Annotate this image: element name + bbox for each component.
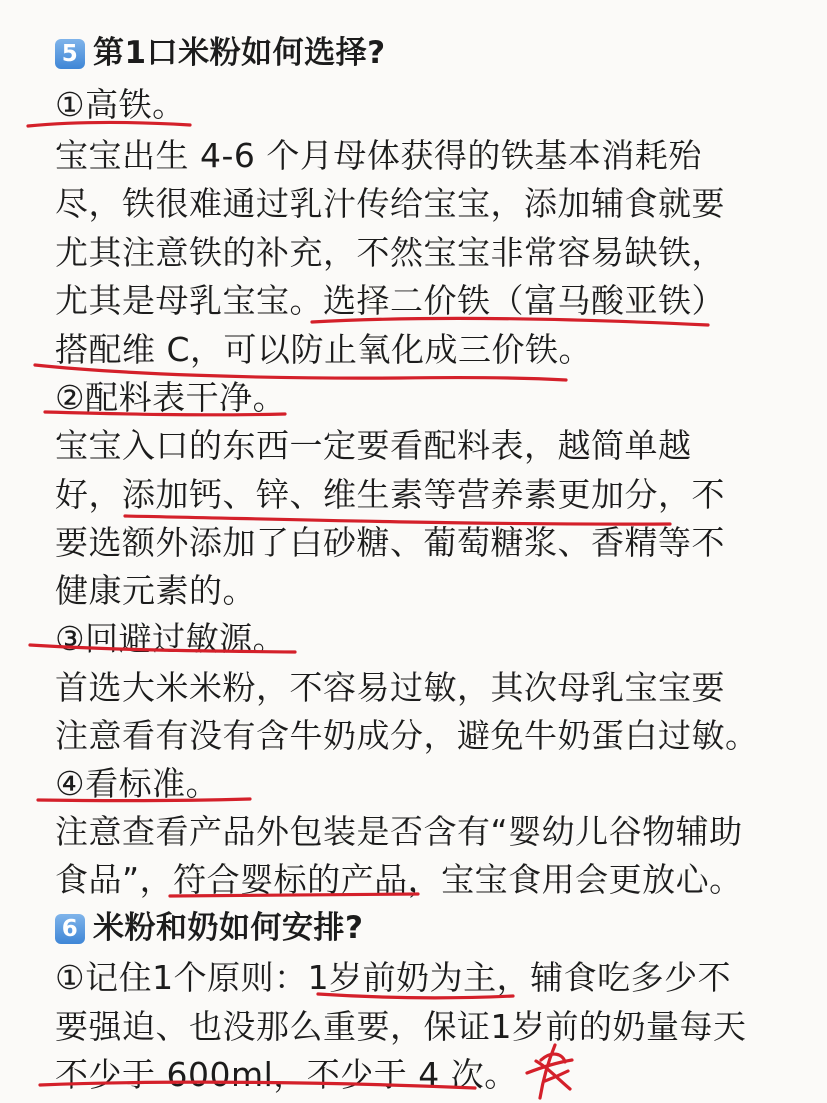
point-1-heading: ①高铁。 xyxy=(55,85,186,124)
text-line: ①记住1个原则：1岁前奶为主，辅食吃多少不 xyxy=(55,958,732,997)
text-line: 健康元素的。 xyxy=(55,571,256,610)
text-line: 好，添加钙、锌、维生素等营养素更加分，不 xyxy=(55,475,725,514)
text-line: 要强迫、也没那么重要，保证1岁前的奶量每天 xyxy=(55,1007,747,1046)
section-6-heading xyxy=(55,910,364,946)
text-line: 尽，铁很难通过乳汁传给宝宝，添加辅食就要 xyxy=(55,184,725,223)
star-doodle xyxy=(527,1045,572,1098)
number-5-badge-icon: 5 xyxy=(55,39,85,69)
section-5-title: 第1口米粉如何选择? xyxy=(93,35,386,71)
text-line: 尤其注意铁的补充，不然宝宝非常容易缺铁， xyxy=(55,233,725,272)
text-line: 不少于 600ml，不少于 4 次。 xyxy=(55,1055,518,1094)
text-line: 搭配维 C，可以防止氧化成三价铁。 xyxy=(55,330,593,369)
point-3-heading: ③回避过敏源。 xyxy=(55,619,287,658)
text-line: 尤其是母乳宝宝。选择二价铁（富马酸亚铁） xyxy=(55,281,725,320)
number-6-badge-icon: 6 xyxy=(55,914,85,944)
point-4-heading: ④看标准。 xyxy=(55,764,220,803)
text-line: 首选大米米粉，不容易过敏，其次母乳宝宝要 xyxy=(55,668,725,707)
text-line: 食品”，符合婴标的产品，宝宝食用会更放心。 xyxy=(55,860,743,899)
text-line: 要选额外添加了白砂糖、葡萄糖浆、香精等不 xyxy=(55,523,725,562)
text-line: 宝宝出生 4-6 个月母体获得的铁基本消耗殆 xyxy=(55,136,702,175)
point-2-heading: ②配料表干净。 xyxy=(55,378,287,417)
text-line: 注意查看产品外包装是否含有“婴幼儿谷物辅助 xyxy=(55,812,743,851)
text-line: 注意看有没有含牛奶成分，避免牛奶蛋白过敏。 xyxy=(55,716,759,755)
section-5-heading xyxy=(55,35,386,71)
section-6-title: 米粉和奶如何安排? xyxy=(93,910,364,946)
text-line: 宝宝入口的东西一定要看配料表，越简单越 xyxy=(55,426,692,465)
